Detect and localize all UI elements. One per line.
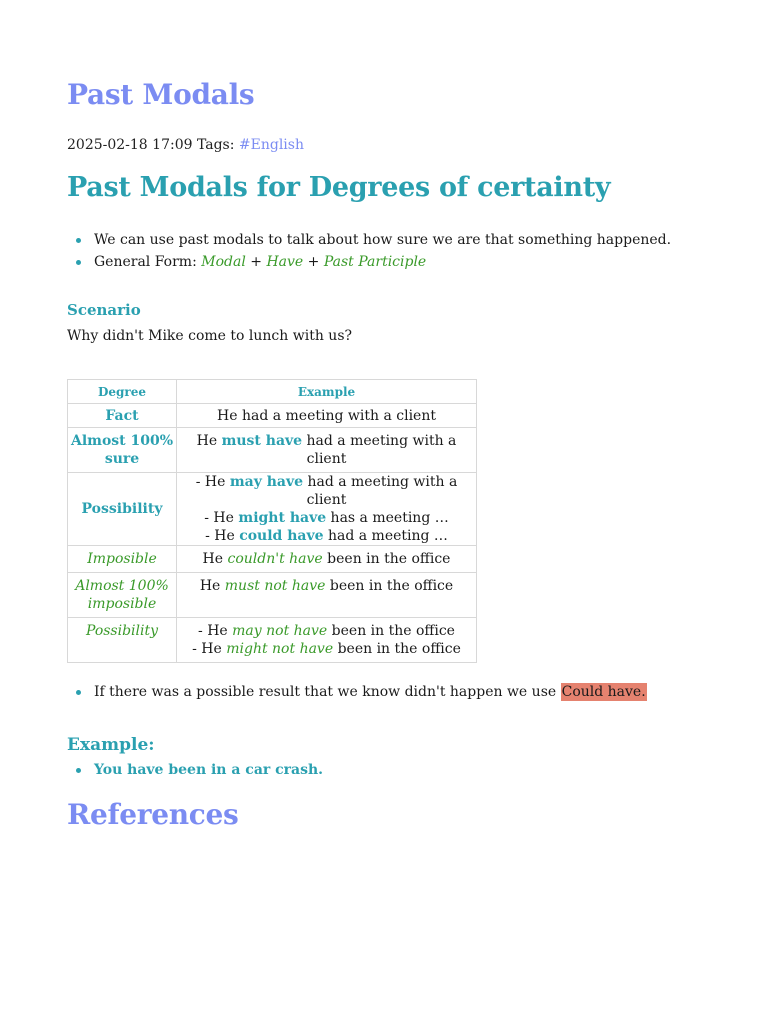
list-item — [67, 229, 671, 251]
example-line — [177, 432, 476, 468]
degree-cell: Fact — [68, 404, 177, 428]
example-modal: must have — [221, 433, 303, 449]
example-line — [177, 473, 476, 509]
table-row — [68, 546, 477, 573]
degree-cell: Possibility — [68, 618, 177, 663]
intro-bullet-text: We can use past modals to talk about how sure we are that something happened. — [94, 232, 672, 248]
form-plus: + — [303, 254, 324, 270]
example-text: been in the office — [325, 578, 454, 594]
header-example: Example — [177, 380, 477, 404]
example-modal: might not have — [226, 641, 334, 657]
degree-cell: Almost 100% sure — [68, 428, 177, 473]
example-text: been in the office — [333, 641, 461, 657]
example-line — [177, 407, 476, 425]
degree-cell: Possibility — [68, 473, 177, 546]
example-line — [177, 622, 476, 640]
example-text: - He — [205, 528, 240, 544]
list-item — [67, 759, 323, 781]
example-line — [177, 509, 476, 527]
form-past-participle: Past Participle — [323, 254, 427, 270]
example-text: - He — [192, 641, 227, 657]
example-cell — [177, 573, 477, 618]
example-text: had a meeting with a client — [303, 474, 458, 508]
example-modal: may not have — [232, 623, 328, 639]
note-date: 2025-02-18 17:09 — [67, 137, 193, 153]
example-text: He — [199, 578, 225, 594]
list-item — [67, 681, 647, 703]
example-text: had a meeting … — [323, 528, 448, 544]
intro-list — [67, 229, 671, 273]
example-text: He had a meeting with a client — [217, 407, 436, 424]
example-cell — [177, 546, 477, 573]
example-cell — [177, 473, 477, 546]
example-modal: might have — [238, 510, 327, 526]
modals-table — [67, 379, 477, 663]
section-heading-certainty: Past Modals for Degrees of certainty — [67, 172, 611, 203]
references-heading: References — [67, 798, 239, 831]
example-cell — [177, 404, 477, 428]
example-modal: couldn't have — [227, 551, 323, 567]
example-text: has a meeting … — [326, 510, 449, 526]
example-text: - He — [198, 623, 233, 639]
example-cell — [177, 618, 477, 663]
table-row — [68, 618, 477, 663]
scenario-question: Why didn't Mike come to lunch with us? — [67, 328, 353, 344]
header-degree: Degree — [68, 380, 177, 404]
example-sentence: You have been in a car crash. — [94, 762, 324, 778]
example-text: had a meeting with a client — [302, 433, 457, 467]
example-line — [177, 577, 476, 595]
example-text: - He — [195, 474, 230, 490]
example-modal: could have — [239, 528, 324, 544]
table-row — [68, 404, 477, 428]
general-form-label: General Form: — [94, 254, 202, 270]
table-header-row — [68, 380, 477, 404]
example-line — [177, 550, 476, 568]
example-text: He — [196, 433, 222, 449]
example-text: He — [202, 551, 228, 567]
tags-label: Tags: — [196, 137, 235, 153]
degree-cell: Almost 100% imposible — [68, 573, 177, 618]
table-row — [68, 473, 477, 546]
scenario-heading: Scenario — [67, 301, 141, 320]
note-meta — [67, 137, 304, 153]
example-line — [177, 527, 476, 545]
degree-cell: Imposible — [68, 546, 177, 573]
form-plus: + — [245, 254, 267, 270]
page-title: Past Modals — [67, 78, 255, 111]
note-list — [67, 681, 647, 703]
example-text: been in the office — [322, 551, 451, 567]
form-have: Have — [266, 254, 304, 270]
form-modal: Modal — [201, 254, 246, 270]
example-modal: may have — [229, 474, 303, 490]
example-modal: must not have — [224, 578, 326, 594]
example-list — [67, 759, 323, 781]
example-text: been in the office — [327, 623, 455, 639]
highlighted-text: Could have. — [561, 684, 646, 700]
example-heading: Example: — [67, 735, 155, 756]
table-row — [68, 428, 477, 473]
table-row — [68, 573, 477, 618]
note-text: If there was a possible result that we know didn't happen we use — [94, 684, 561, 700]
example-line — [177, 640, 476, 658]
list-item — [67, 251, 671, 273]
example-cell — [177, 428, 477, 473]
tag-link-english[interactable]: #English — [238, 137, 304, 153]
example-text: - He — [204, 510, 239, 526]
